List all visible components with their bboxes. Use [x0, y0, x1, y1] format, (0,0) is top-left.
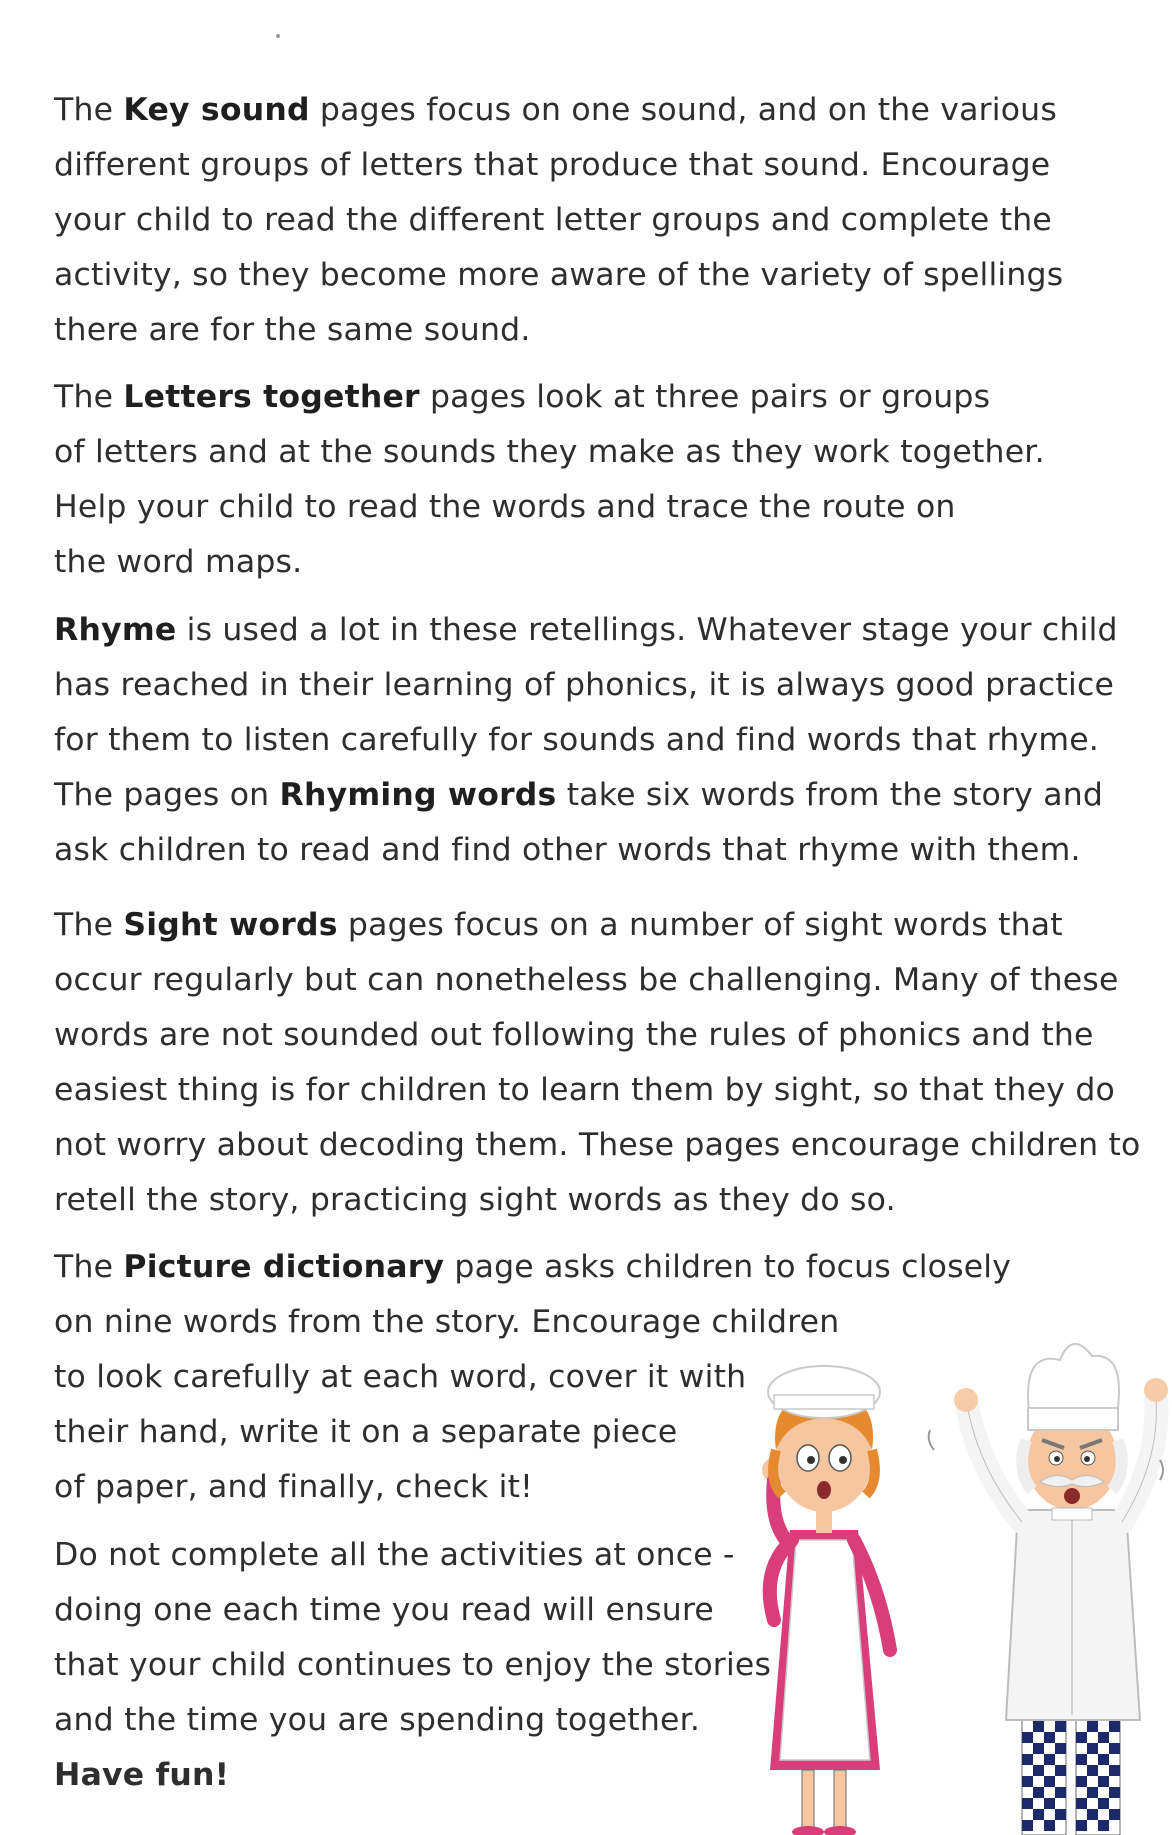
old-cook-figure: [929, 1344, 1168, 1835]
closing-text: Have fun!: [54, 1757, 230, 1793]
body-text: the word maps.: [54, 544, 303, 580]
text-line: [54, 1583, 771, 1638]
body-text: activity, so they become more aware of the variety of spellings: [54, 257, 1064, 293]
text-line: [54, 768, 1118, 823]
body-text: pages focus on a number of sight words that: [337, 907, 1063, 943]
body-text: page asks children to focus closely: [444, 1249, 1012, 1285]
text-line: [54, 138, 1063, 193]
two-cooks-illustration: [730, 1290, 1172, 1835]
body-text: The pages on: [54, 777, 280, 813]
text-line: [54, 1118, 1140, 1173]
paragraph-letters-together: [54, 370, 1045, 590]
keyword-label: Rhyming words: [279, 777, 557, 813]
text-line: [54, 370, 1045, 425]
text-line: [54, 658, 1118, 713]
body-text: The: [54, 1249, 124, 1285]
body-text: to look carefully at each word, cover it with: [54, 1359, 747, 1395]
body-text: pages focus on one sound, and on the various: [309, 92, 1057, 128]
body-text: The: [54, 379, 124, 415]
text-line: [54, 303, 1063, 358]
body-text: different groups of letters that produce that sound. Encourage: [54, 147, 1051, 183]
print-speck: [276, 34, 280, 38]
paragraph-closing-advice: [54, 1528, 771, 1803]
keyword-label: Picture dictionary: [123, 1249, 445, 1285]
body-text: their hand, write it on a separate piece: [54, 1414, 678, 1450]
text-line: [54, 1008, 1140, 1063]
text-line: [54, 425, 1045, 480]
text-line: [54, 603, 1118, 658]
text-line: [54, 248, 1063, 303]
body-text: for them to listen carefully for sounds and find words that rhyme.: [54, 722, 1100, 758]
text-line: [54, 898, 1140, 953]
body-text: occur regularly but can nonetheless be challenging. Many of these: [54, 962, 1119, 998]
text-line: [54, 1693, 771, 1748]
body-text: The: [54, 907, 124, 943]
body-text: The: [54, 92, 124, 128]
text-line: [54, 1173, 1140, 1228]
body-text: there are for the same sound.: [54, 312, 531, 348]
body-text: pages look at three pairs or groups: [419, 379, 991, 415]
body-text: words are not sounded out following the rules of phonics and the: [54, 1017, 1094, 1053]
body-text: take six words from the story and: [556, 777, 1104, 813]
text-line: [54, 480, 1045, 535]
text-line: [54, 953, 1140, 1008]
body-text: Do not complete all the activities at once -: [54, 1537, 735, 1573]
body-text: retell the story, practicing sight words as they do so.: [54, 1182, 896, 1218]
body-text: has reached in their learning of phonics, it is always good practice: [54, 667, 1115, 703]
body-text: of paper, and finally, check it!: [54, 1469, 533, 1505]
paragraph-rhyme: [54, 603, 1118, 878]
keyword-label: Key sound: [123, 92, 310, 128]
text-line: [54, 823, 1118, 878]
paragraph-key-sound: [54, 83, 1063, 358]
text-line: [54, 535, 1045, 590]
body-text: doing one each time you read will ensure: [54, 1592, 715, 1628]
body-text: easiest thing is for children to learn them by sight, so that they do: [54, 1072, 1116, 1108]
keyword-label: Sight words: [123, 907, 338, 943]
paragraph-sight-words: [54, 898, 1140, 1228]
text-line: [54, 713, 1118, 768]
text-line: [54, 193, 1063, 248]
text-line: [54, 1240, 1011, 1295]
body-text: Help your child to read the words and trace the route on: [54, 489, 956, 525]
text-line: [54, 83, 1063, 138]
body-text: not worry about decoding them. These pages encourage children to: [54, 1127, 1141, 1163]
body-text: of letters and at the sounds they make as they work together.: [54, 434, 1045, 470]
body-text: that your child continues to enjoy the stories: [54, 1647, 772, 1683]
keyword-label: Letters together: [123, 379, 420, 415]
text-line: [54, 1063, 1140, 1118]
text-line: [54, 1528, 771, 1583]
body-text: and the time you are spending together.: [54, 1702, 701, 1738]
keyword-label: Rhyme: [54, 612, 177, 648]
body-text: is used a lot in these retellings. Whatever stage your child: [176, 612, 1118, 648]
body-text: ask children to read and find other words that rhyme with them.: [54, 832, 1081, 868]
body-text: your child to read the different letter groups and complete the: [54, 202, 1053, 238]
girl-cook-figure: [762, 1366, 890, 1835]
text-line: [54, 1638, 771, 1693]
body-text: on nine words from the story. Encourage children: [54, 1304, 840, 1340]
